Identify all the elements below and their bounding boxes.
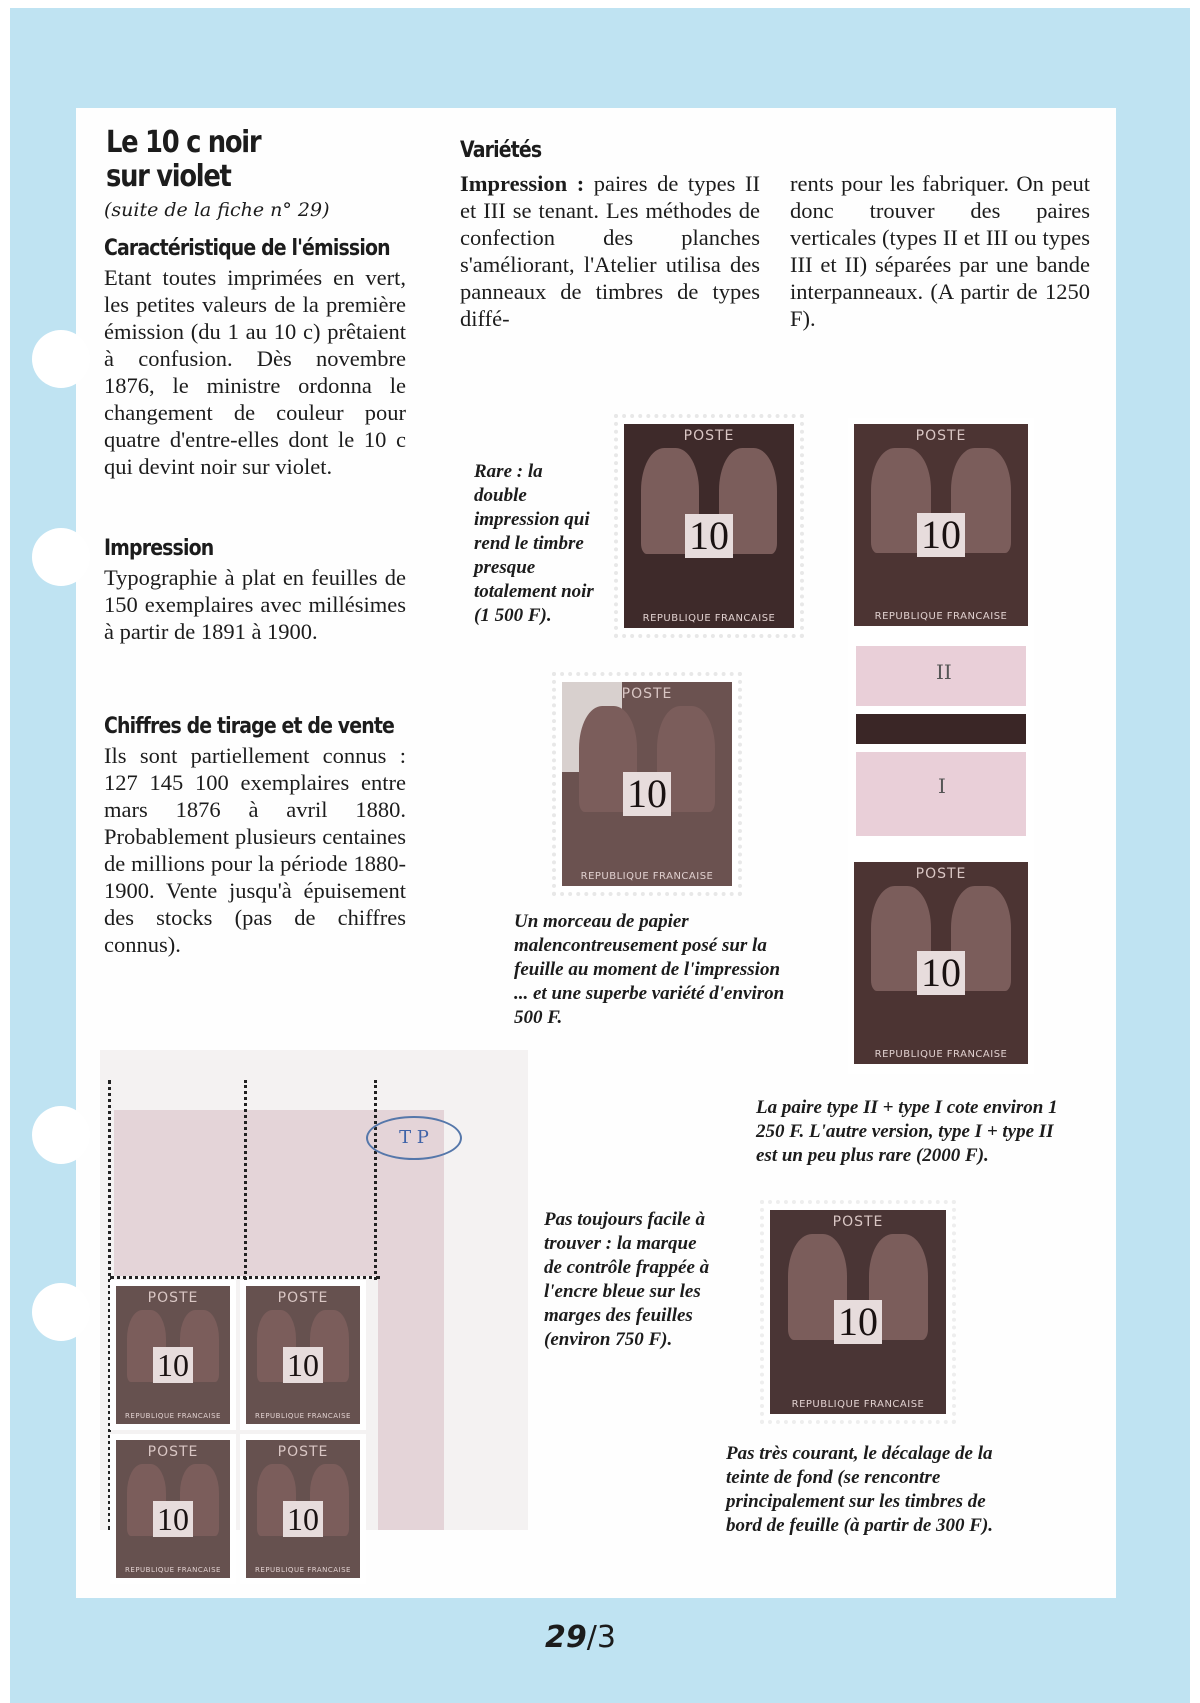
stamp-value: 10 [917,513,965,557]
stamp-poste: POSTE [147,1444,199,1460]
stamp-poste: POSTE [915,866,967,882]
perforation [244,1080,247,1280]
caption-double-impression: Rare : la double impression qui rend le timbre presque totalement noir (1 500 F). [474,461,594,626]
section-text-impression: Typographie à plat en feuilles de 150 exemplaires avec millésimes à partir de 1891 à 1900. [104,565,406,644]
stamp-country: REPUBLIQUE FRANCAISE [125,1412,221,1420]
block-stamp [110,1434,236,1584]
stamp-country: REPUBLIQUE FRANCAISE [255,1566,351,1574]
perforation [110,1276,380,1279]
stamp-double-impression [614,414,804,638]
stamp-poste: POSTE [832,1214,884,1230]
stamp-country: REPUBLIQUE FRANCAISE [642,613,776,624]
stamp-papier [552,672,742,896]
page-number-main: 29 [545,1620,587,1655]
stamp-pair-lower [848,856,1034,1070]
subtitle: (suite de la fiche n° 29) [104,199,330,221]
stamp-pair-upper [848,418,1034,632]
section-title-impression: Impression [104,536,214,561]
stamp-value: 10 [153,1501,193,1537]
stamp-country: REPUBLIQUE FRANCAISE [874,611,1008,622]
varietes-text-a: paires de types II et III se tenant. Les méthodes de confection des planches s'améliorant, l'Atelier utilisa des panneaux de timbres de types diffé- [460,171,760,331]
block-stamp [240,1280,366,1430]
caption-controle: Pas toujours facile à trouver : la marque de contrôle frappée à l'encre bleue sur les marges des feuilles (environ 750 F). [544,1209,710,1350]
stamp-poste: POSTE [621,686,673,702]
perforation [374,1080,377,1280]
stamp-value: 10 [153,1347,193,1383]
section-text-chiffres: Ils sont partiellement connus : 127 145 100 exemplaires entre mars 1876 à avril 1880. Probablement plusieurs centaines de millions pour la période 1880-1900. Vente jusqu'à épuisement des stocks (pas de chiffres connus). [104,743,406,957]
control-mark-stamp: T P [366,1116,462,1160]
binder-hole [32,528,90,586]
stamp-poste: POSTE [147,1290,199,1306]
stamp-poste: POSTE [683,428,735,444]
stamp-value: 10 [834,1300,882,1344]
varietes-text-col1 [460,170,760,332]
binder-hole [32,330,90,388]
stamp-pair-strip [848,418,1034,1074]
stamp-poste: POSTE [277,1290,329,1306]
page-number [545,1620,616,1655]
corner-block [100,1050,528,1574]
stamp-poste: POSTE [277,1444,329,1460]
stamp-country: REPUBLIQUE FRANCAISE [580,871,714,882]
binder-hole [32,1283,90,1341]
binder-hole [32,1106,90,1164]
sheet-margin-right [378,1110,444,1530]
block-stamp [240,1434,366,1584]
caption-paire: La paire type II + type I cote environ 1 250 F. L'autre version, type I + type II est un peu plus rare (2000 F). [756,1097,1058,1166]
stamp-value: 10 [917,951,965,995]
block-stamp [110,1280,236,1430]
stamp-country: REPUBLIQUE FRANCAISE [125,1566,221,1574]
stamp-poste: POSTE [915,428,967,444]
caption-papier: Un morceau de papier malencontreusement posé sur la feuille au moment de l'impression ... et une superbe variété d'environ 500 F. [514,911,785,1028]
section-text-caracteristique: Etant toutes imprimées en vert, les petites valeurs de la première émission (du 1 au 10 c) prêtaient à confusion. Dès novembre 1876, le ministre ordonna le changement de couleur pour quatre d'entre-elles dont le 10 c qui devint noir sur violet. [104,265,406,479]
title-line2: sur violet [106,159,231,194]
stamp-value: 10 [623,772,671,816]
stamp-country: REPUBLIQUE FRANCAISE [791,1399,925,1410]
caption-decalage: Pas très courant, le décalage de la teinte de fond (se rencontre principalement sur les timbres de bord de feuille (à partir de 300 F). [726,1443,994,1536]
pair-mark-upper: II [936,660,952,684]
varietes-lead: Impression : [460,171,585,196]
stamp-value: 10 [283,1501,323,1537]
page-number-sub: /3 [586,1620,616,1655]
stamp-country: REPUBLIQUE FRANCAISE [255,1412,351,1420]
interpanneau-band [856,714,1026,744]
stamp-country: REPUBLIQUE FRANCAISE [874,1049,1008,1060]
section-title-varietes: Variétés [460,138,542,163]
title-line1: Le 10 c noir [106,125,261,160]
stamp-value: 10 [685,514,733,558]
stamp-decalage [760,1200,956,1424]
stamp-value: 10 [283,1347,323,1383]
varietes-text-col2: rents pour les fabriquer. On peut donc trouver des paires verticales (types II et III ou types III et II) séparées par une bande interpanneaux. (A partir de 1250 F). [790,171,1090,331]
pair-mark-lower: I [938,774,946,798]
section-title-chiffres: Chiffres de tirage et de vente [104,714,395,739]
section-title-caracteristique: Caractéristique de l'émission [104,236,390,261]
